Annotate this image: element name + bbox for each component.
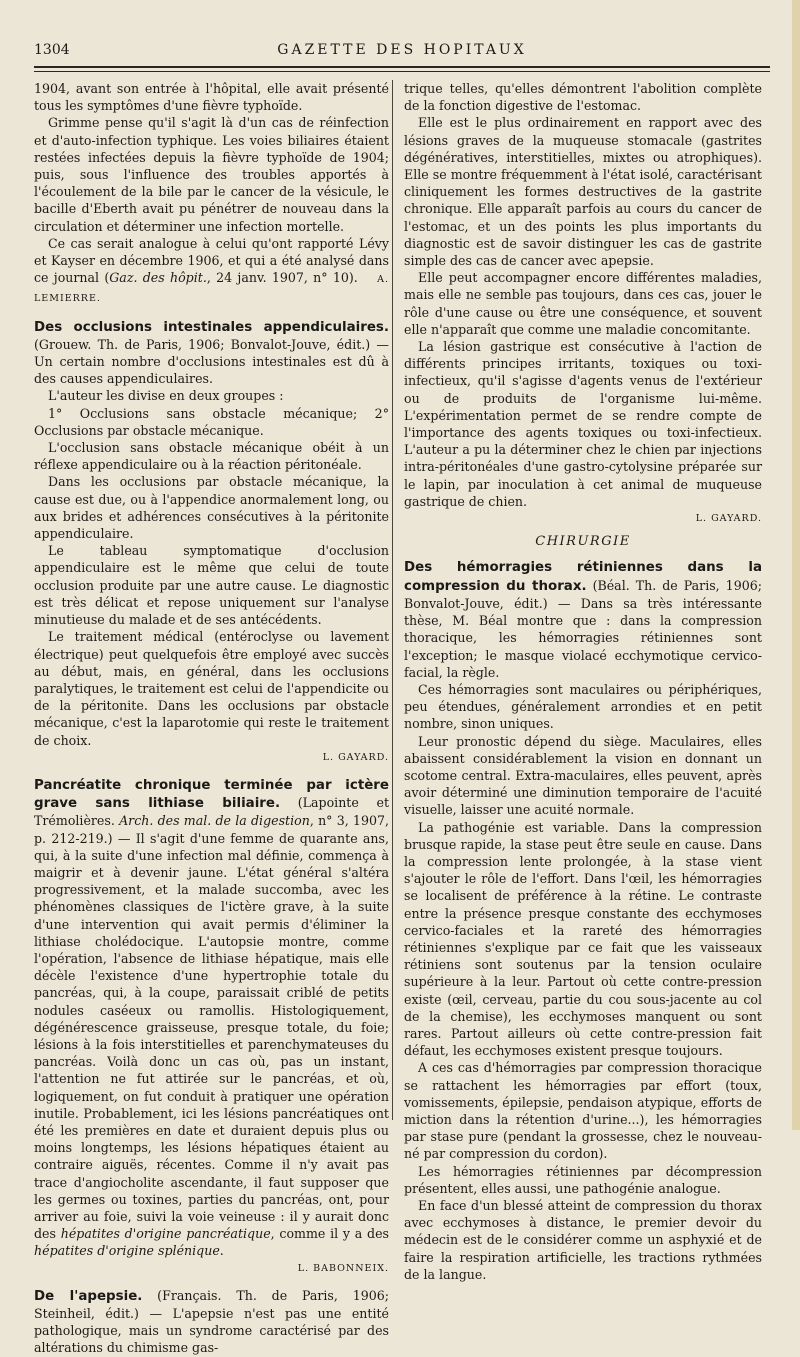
- page-edge: [792, 0, 800, 1130]
- article-occlusions: [34, 318, 389, 388]
- article-title: Pancréatite chronique terminée par ictère grave sans lithiase biliaire.: [34, 777, 389, 812]
- paragraph: A ces cas d'hémorragies par compression thoracique se rattachent les hémorragies par effort (toux, vomissements, épilepsie, pendaison atypique, efforts de miction dans la rétention d'urine...), les hémorragies par stase pure (pendant la grossesse, chez le nouveau-né par compression du cordon).: [404, 1060, 762, 1162]
- article-title: De l'apepsie.: [34, 1288, 143, 1304]
- paragraph: Grimme pense qu'il s'agit là d'un cas de réinfection et d'auto-infection typhique. Les voies biliaires étaient restées infectées depuis la fièvre typhoïde de 1904; puis, sous l'influence des troubles apportés à l'écoulement de la bile par le cancer de la vésicule, le bacille d'Eberth avait pu pénétrer de nouveau dans la circulation et déterminer une infection mortelle.: [34, 115, 389, 234]
- article-title: Des occlusions intestinales appendiculaires.: [34, 319, 389, 335]
- paragraph: Le traitement médical (entéroclyse ou lavement électrique) peut quelquefois être employé avec succès au début, mais, en général, dans les occlusions paralytiques, le traitement est celui de l'appendicite ou de la péritonite. Dans les occlusions par obstacle mécanique, c'est la laparotomie qui reste le traitement de choix.: [34, 629, 389, 748]
- paragraph: Elle est le plus ordinairement en rapport avec des lésions graves de la muqueuse stomacale (gastrites dégénératives, interstitielles, mixtes ou atrophiques). Elle se montre fréquemment à l'état isolé, caractérisant cliniquement les formes destructives de la gastrite chronique. Elle apparaît parfois au cours du cancer de l'estomac, et un des points les plus importants du diagnostic est de savoir distinguer les cas de gastrite simple des cas de cancer avec apepsie.: [404, 115, 762, 269]
- page-number: 1304: [34, 42, 70, 58]
- right-column: [404, 80, 762, 1283]
- page-header: [34, 40, 770, 62]
- citation: Gaz. des hôpit.: [109, 270, 207, 286]
- paragraph: En face d'un blessé atteint de compression du thorax avec ecchymoses à distance, le premier devoir du médecin est de le considérer comme un asphyxié et de faire la respiration artificielle, les tractions rythmées de la langue.: [404, 1198, 762, 1282]
- paragraph: L'occlusion sans obstacle mécanique obéit à un réflexe appendiculaire ou à la réaction péritonéale.: [34, 440, 389, 473]
- paragraph: Dans les occlusions par obstacle mécanique, la cause est due, ou à l'appendice anormalement long, ou aux brides et adhérences consécutives à la péritonite appendiculaire.: [34, 474, 389, 542]
- author-signature: L. GAYARD.: [695, 513, 762, 525]
- paragraph: 1904, avant son entrée à l'hôpital, elle avait présenté tous les symptômes d'une fièvre typhoïde.: [34, 81, 389, 114]
- article-reference: (Français. Th. de Paris, 1906; Steinheil, édit.) — L'apepsie n'est pas une entité pathologique, mais un syndrome caractérisé par des altérations du chimisme gas-: [34, 1287, 389, 1356]
- article-title: Des hémorragies rétiniennes dans la compression du thorax.: [404, 560, 762, 594]
- section-heading: CHIRURGIE: [535, 534, 631, 550]
- paragraph: Ce cas serait analogue à celui qu'ont rapporté Lévy et Kayser en décembre 1906, et qui a été analysé dans ce journal (Gaz. des hôpit., 24 janv. 1907, n° 10). A. LEMIERRE.: [34, 235, 389, 305]
- paragraph: L'auteur les divise en deux groupes :: [48, 388, 284, 404]
- column-divider: [392, 80, 393, 1120]
- author-signature: A. LEMIERRE.: [34, 274, 389, 305]
- paragraph: 1° Occlusions sans obstacle mécanique; 2° Occlusions par obstacle mécanique.: [34, 405, 389, 438]
- article-pancreatite: Pancréatite chronique terminée par ictère grave sans lithiase biliaire. (Lapointe et Trémolières. Arch. des mal. de la digestion, n° 3, 1907, p. 212-219.) — Il s'agit d'une femme de quarante ans, qui, à la suite d'une infection mal définie, commença à maigrir et à devenir jaune. L'état général s'altéra progressivement, et la malade succomba, avec les phénomènes classiques de l'ictère grave, à la suite d'une intervention qui avait permis d'éliminer la lithiase cholédocique. L'autopsie montre, comme l'opération, l'absence de lithiase hépatique, mais elle décèle l'existence d'une hypertrophie totale du pancréas, qui, à la coupe, paraissait criblé de petits nodules caséeux ou ramollis. Histologiquement, dégénérescence graisseuse, presque totale, du foie; lésions à la fois interstitielles et parenchymateuses du pancréas. Voilà donc un cas où, pas un instant, l'attention ne fut attirée sur le pancréas, et où, logiquement, on fut conduit à pratiquer une opération inutile. Probablement, ici les lésions pancréatiques ont été les premières en date et duraient depuis plus ou moins longtemps, les lésions hépatiques étaient au contraire aiguës, récentes. Comme il n'y avait pas trace d'angiocholite ascendante, il faut supposer que les germes ou toxines, parties du pancréas, ont, pour arriver au foie, suivi la voie veineuse : il y aurait donc des hépatites d'origine pancréatique, comme il y a des hépatites d'origine splénique.: [34, 777, 390, 1259]
- article-reference: (Béal. Th. de Paris, 1906; Bonvalot-Jouve, édit.) — Dans sa très intéressante thèse, M. Béal montre que : dans la compression thoracique, les hémorragies rétiniennes sont l'exception; le masque violacé ecchymotique cervico-facial, la règle.: [404, 577, 762, 680]
- author-signature: L. GAYARD.: [322, 751, 389, 763]
- author-signature: L. BABONNEIX.: [297, 1262, 389, 1274]
- paragraph: Ces hémorragies sont maculaires ou périphériques, peu étendues, généralement arrondies et en petit nombre, sinon uniques.: [404, 681, 762, 732]
- left-column: [34, 80, 389, 1357]
- article-reference: (Grouew. Th. de Paris, 1906; Bonvalot-Jouve, édit.) — Un certain nombre d'occlusions intestinales est dû à des causes appendiculaires.: [34, 336, 389, 387]
- paragraph: Le tableau symptomatique d'occlusion appendiculaire est le même que celui de toute occlusion produite par une autre cause. Le diagnostic est très délicat et repose uniquement sur l'analyse minutieuse du malade et de ses antécédents.: [34, 543, 389, 628]
- paragraph: La lésion gastrique est consécutive à l'action de différents principes irritants, toxiques ou toxi-infectieux, qu'il s'agisse d'agents venus de l'extérieur ou de produits de l'organisme lui-même. L'expérimentation permet de se rendre compte de l'importance des agents toxiques ou toxi-infectieux. L'auteur a pu la déterminer chez le chien par injections intra-péritonéales d'une gastro-cytolysine préparée sur le lapin, par inoculation à cet animal de muqueuse gastrique de chien.: [404, 339, 762, 509]
- header-rule-thin: [34, 71, 770, 72]
- paragraph: Les hémorragies rétiniennes par décompression présentent, elles aussi, une pathogénie analogue.: [404, 1163, 762, 1196]
- article-apepsie: [34, 1287, 389, 1357]
- article-hemorragies: [404, 558, 762, 680]
- paragraph: La pathogénie est variable. Dans la compression brusque rapide, la stase peut être seule en cause. Dans la compression lente prolongée, à la stase vient s'ajouter le rôle de l'effort. Dans l'œil, les hémorragies se localisent de préférence à la rétine. Le contraste entre la présence presque constante des ecchymoses cervico-faciales et la rareté des hémorragies rétiniennes s'explique par ce fait que les vaisseaux rétiniens sont soutenus par la tension oculaire supérieure à la leur. Partout où cette contre-pression existe (œil, cerveau, partie du cou sous-jacente au col de la chemise), les ecchymoses manquent ou sont rares. Partout ailleurs où cette contre-pression fait défaut, les ecchymoses existent presque toujours.: [404, 819, 762, 1059]
- paragraph: Elle peut accompagner encore différentes maladies, mais elle ne semble pas toujours, dans ces cas, jouer le rôle d'une cause ou être une conséquence, et souvent elle n'apparaît que comme une maladie concomitante.: [404, 270, 762, 337]
- running-title: GAZETTE DES HOPITAUX: [277, 42, 527, 58]
- header-rule-thick: [34, 66, 770, 68]
- paragraph: Leur pronostic dépend du siège. Maculaires, elles abaissent considérablement la vision en donnant un scotome central. Extra-maculaires, elles peuvent, après avoir déterminé une diminution temporaire de l'acuité visuelle, laisser une acuité normale.: [404, 733, 762, 818]
- paragraph: trique telles, qu'elles démontrent l'abolition complète de la fonction digestive de l'estomac.: [404, 81, 762, 114]
